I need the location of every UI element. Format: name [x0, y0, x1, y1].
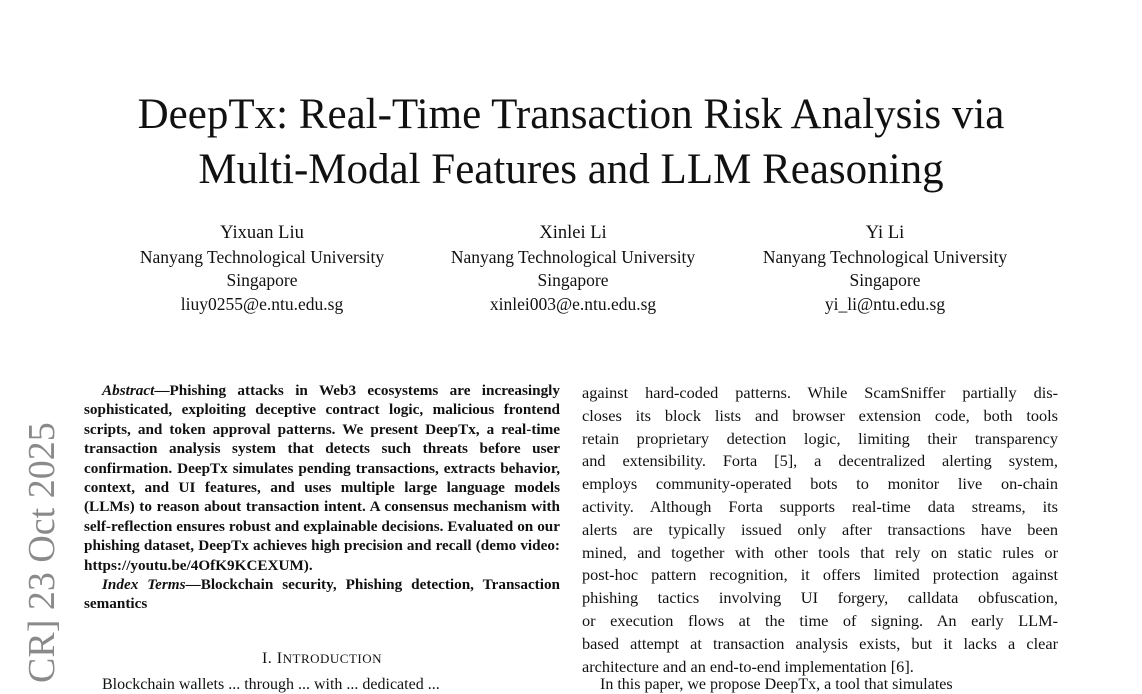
title-line-1: DeepTx: Real-Time Transaction Risk Analysis via — [137, 91, 1005, 138]
body-line: phishing tactics involving UI forgery, calldata obfuscation, — [582, 588, 1058, 608]
body-line: employs community-operated bots to monitor live on-chain — [582, 474, 1058, 494]
body-line: architecture and an end-to-end implementation [6]. — [582, 656, 914, 676]
author-affiliation: Nanyang Technological University — [139, 246, 385, 267]
body-line: post-hoc pattern recognition, it offers limited protection against — [582, 565, 1058, 585]
body-line: or execution flows at the time of signing. An early LLM- — [582, 610, 1058, 630]
author-name: Xinlei Li — [539, 223, 607, 243]
author-affiliation: Nanyang Technological University — [762, 246, 1008, 267]
author-name: Yi Li — [865, 223, 905, 243]
title-line-2: Multi-Modal Features and LLM Reasoning — [198, 146, 944, 193]
author-email: xinlei003@e.ntu.edu.sg — [489, 293, 657, 314]
body-line: against hard-coded patterns. While ScamSniffer partially dis- — [582, 383, 1058, 402]
abstract-text: —Phishing attacks in Web3 ecosystems are increasingly sophisticated, exploiting deceptive contract logic, malicious frontend scripts, and token approval patterns. We present DeepTx, a real-time transaction analysis system that detects such threats before user confirmation. DeepTx simulates pending transactions, extracts behavior, context, and UI features, and uses multiple large language models (LLMs) to reason about transaction intent. A consensus mechanism with self-reflection ensures robust and explainable decisions. Evaluated on our phishing dataset, DeepTx achieves high precision and recall (demo video: https://youtu.be/4OfK9KCEXUM). — [84, 382, 560, 574]
body-line: based attempt at transaction analysis exists, but it lacks a clear — [582, 633, 1058, 653]
author-affiliation: Nanyang Technological University — [450, 246, 696, 267]
body-line: mined, and together with other tools that rely on static rules or — [582, 542, 1058, 562]
author-country: Singapore — [537, 270, 609, 290]
section-title-initial: I — [276, 650, 283, 667]
author-block-2 — [423, 222, 723, 316]
body-line: retain proprietary detection logic, limiting their transparency — [582, 428, 1058, 448]
author-country: Singapore — [226, 270, 298, 290]
arxiv-side-stamp: CR] 23 Oct 2025 — [21, 422, 63, 683]
author-name: Yixuan Liu — [220, 223, 304, 243]
body-line: closes its block lists and browser extension code, both tools — [582, 405, 1058, 425]
index-terms-label: Index Terms — [102, 576, 186, 594]
author-block-1 — [112, 222, 412, 316]
author-country: Singapore — [849, 270, 921, 290]
paper-title — [0, 87, 1142, 197]
abstract-column — [84, 381, 560, 614]
author-block-3 — [735, 222, 1035, 316]
body-line: activity. Although Forta supports real-time data streams, its — [582, 496, 1058, 516]
index-terms-paragraph — [84, 575, 560, 614]
body-line: alerts are typically issued only after transactions have been — [582, 519, 1058, 539]
body-text-column — [582, 382, 1058, 678]
author-email: liuy0255@e.ntu.edu.sg — [180, 293, 344, 314]
section-title-rest: NTRODUCTION — [282, 651, 383, 666]
right-column-cut-line: In this paper, we propose DeepTx, a tool that simulates — [600, 676, 953, 693]
abstract-label: Abstract — [102, 382, 155, 399]
abstract-paragraph — [84, 381, 560, 575]
section-heading-introduction — [84, 650, 560, 668]
index-terms-text: —Blockchain security, Phishing detection, Transaction semantics — [84, 576, 560, 613]
author-email: yi_li@ntu.edu.sg — [824, 293, 946, 314]
section-number: I. — [261, 650, 277, 667]
body-line: and extensibility. Forta [5], a decentralized alerting system, — [582, 451, 1058, 471]
left-column-cut-line: Blockchain wallets ... through ... with ... dedicated ... — [102, 676, 440, 693]
